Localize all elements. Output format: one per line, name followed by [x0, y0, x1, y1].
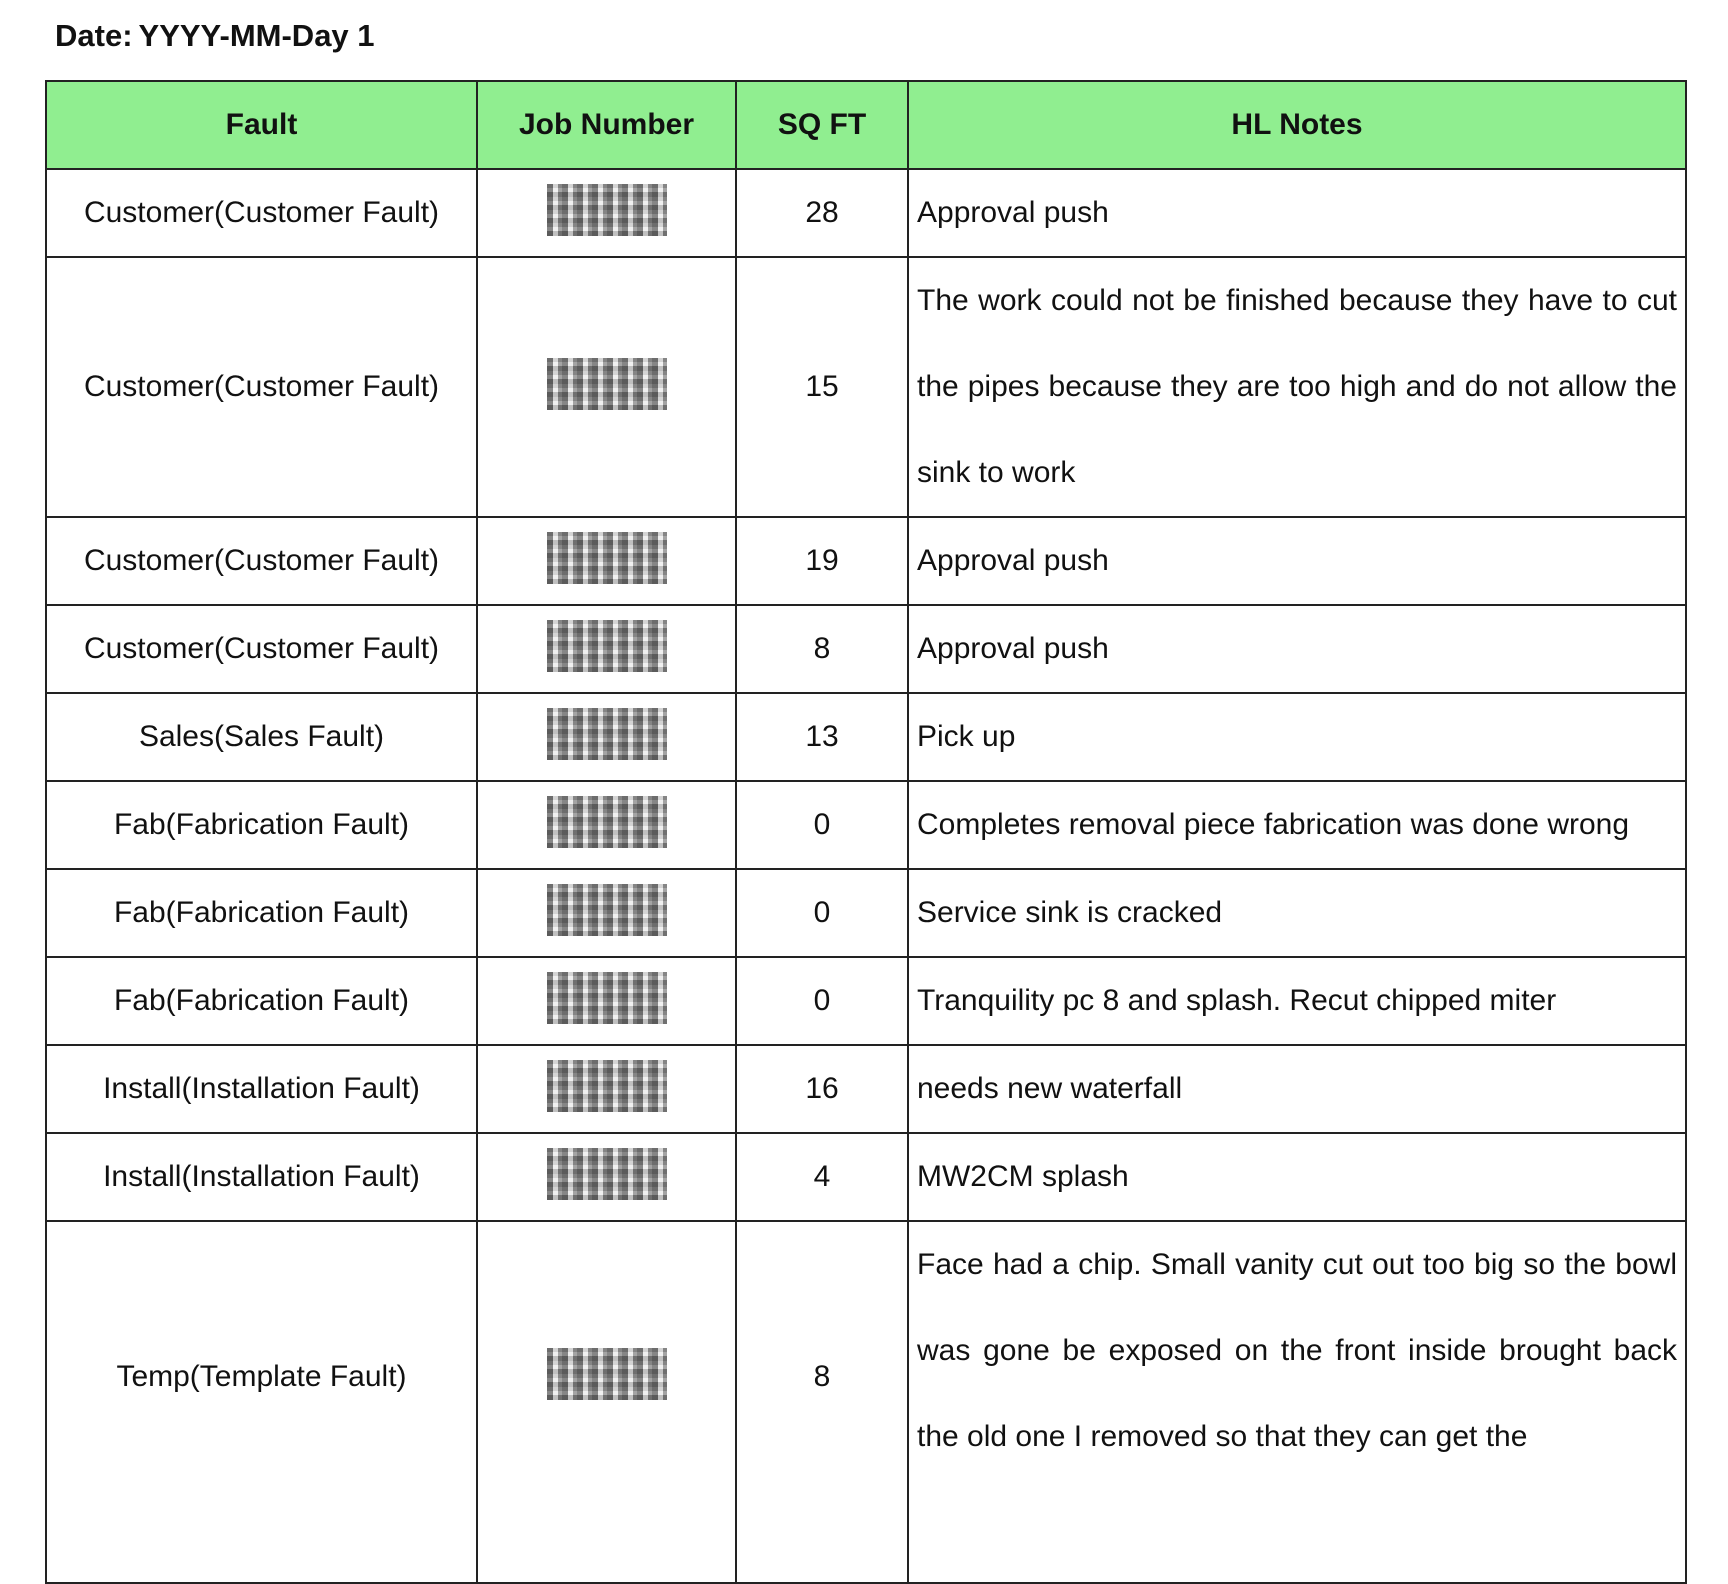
job-number-cell [477, 957, 736, 1045]
sqft-cell: 8 [736, 605, 908, 693]
table-header-row [46, 81, 1686, 169]
notes-cell: needs new waterfall [908, 1045, 1686, 1133]
sqft-cell: 16 [736, 1045, 908, 1133]
sqft-cell: 19 [736, 517, 908, 605]
redacted-job-number [547, 884, 667, 936]
column-header-fault: Fault [46, 81, 477, 169]
table-row [46, 605, 1686, 693]
redacted-job-number [547, 1348, 667, 1400]
sqft-cell: 13 [736, 693, 908, 781]
date-value: YYYY-MM-Day 1 [138, 18, 375, 53]
table-row [46, 517, 1686, 605]
sqft-cell: 0 [736, 869, 908, 957]
fault-cell: Customer(Customer Fault) [46, 517, 477, 605]
table-row [46, 257, 1686, 517]
fault-cell: Customer(Customer Fault) [46, 169, 477, 257]
redacted-job-number [547, 1060, 667, 1112]
notes-cell: Face had a chip. Small vanity cut out too big so the bowl was gone be exposed on the front inside brought back the old one I removed so that they can get the [908, 1221, 1686, 1583]
redacted-job-number [547, 620, 667, 672]
job-number-cell [477, 169, 736, 257]
notes-cell: Approval push [908, 517, 1686, 605]
redacted-job-number [547, 796, 667, 848]
fault-cell: Install(Installation Fault) [46, 1045, 477, 1133]
job-number-cell [477, 257, 736, 517]
fault-cell: Fab(Fabrication Fault) [46, 957, 477, 1045]
sqft-cell: 0 [736, 781, 908, 869]
notes-cell: MW2CM splash [908, 1133, 1686, 1221]
job-number-cell [477, 517, 736, 605]
job-number-cell [477, 605, 736, 693]
redacted-job-number [547, 1148, 667, 1200]
table-row [46, 1045, 1686, 1133]
fault-cell: Customer(Customer Fault) [46, 605, 477, 693]
redacted-job-number [547, 532, 667, 584]
column-header-job-number: Job Number [477, 81, 736, 169]
table-row [46, 169, 1686, 257]
table-row [46, 1221, 1686, 1583]
sqft-cell: 15 [736, 257, 908, 517]
redacted-job-number [547, 184, 667, 236]
fault-cell: Temp(Template Fault) [46, 1221, 477, 1583]
sqft-cell: 4 [736, 1133, 908, 1221]
table-row [46, 957, 1686, 1045]
fault-table-container [45, 80, 1685, 1453]
sqft-cell: 28 [736, 169, 908, 257]
notes-cell: Approval push [908, 169, 1686, 257]
fault-cell: Fab(Fabrication Fault) [46, 781, 477, 869]
notes-cell: Tranquility pc 8 and splash. Recut chipped miter [908, 957, 1686, 1045]
notes-cell: The work could not be finished because they have to cut the pipes because they are too high and do not allow the sink to work [908, 257, 1686, 517]
column-header-hl-notes: HL Notes [908, 81, 1686, 169]
sqft-cell: 8 [736, 1221, 908, 1583]
fault-cell: Fab(Fabrication Fault) [46, 869, 477, 957]
column-header-sq-ft: SQ FT [736, 81, 908, 169]
job-number-cell [477, 693, 736, 781]
table-row [46, 1133, 1686, 1221]
job-number-cell [477, 1133, 736, 1221]
sqft-cell: 0 [736, 957, 908, 1045]
notes-cell: Approval push [908, 605, 1686, 693]
redacted-job-number [547, 972, 667, 1024]
table-row [46, 781, 1686, 869]
job-number-cell [477, 781, 736, 869]
redacted-job-number [547, 708, 667, 760]
job-number-cell [477, 1221, 736, 1583]
fault-cell: Customer(Customer Fault) [46, 257, 477, 517]
table-row [46, 869, 1686, 957]
fault-cell: Sales(Sales Fault) [46, 693, 477, 781]
redacted-job-number [547, 358, 667, 410]
date-line [55, 18, 375, 54]
fault-cell: Install(Installation Fault) [46, 1133, 477, 1221]
table-row [46, 693, 1686, 781]
notes-cell: Pick up [908, 693, 1686, 781]
job-number-cell [477, 1045, 736, 1133]
notes-cell: Completes removal piece fabrication was done wrong [908, 781, 1686, 869]
job-number-cell [477, 869, 736, 957]
fault-table [45, 80, 1687, 1584]
date-label: Date: [55, 18, 133, 53]
notes-cell: Service sink is cracked [908, 869, 1686, 957]
